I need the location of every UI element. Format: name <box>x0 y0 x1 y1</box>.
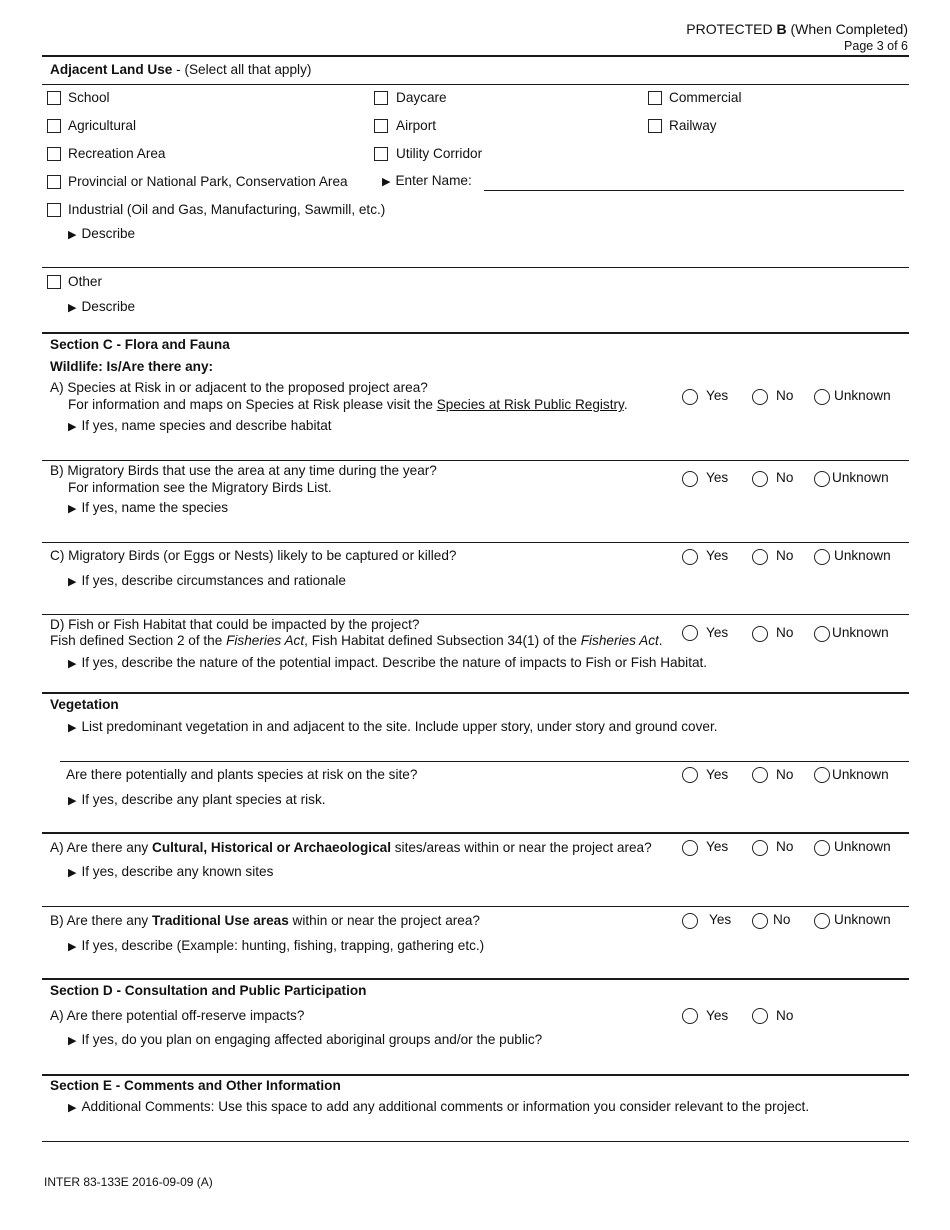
radio-yes[interactable] <box>682 549 698 565</box>
radio-unknown[interactable] <box>814 389 830 405</box>
radio-yes-label: Yes <box>706 388 729 403</box>
radio-unknown-label: Unknown <box>834 839 891 854</box>
radio-no[interactable] <box>752 1008 768 1024</box>
label-other: Other <box>68 274 102 289</box>
arrow-icon: ▶ <box>68 722 77 734</box>
question-plant-species: Are there potentially and plants species at risk on the site? <box>66 767 418 782</box>
section-e-title: Section E - Comments and Other Information <box>50 1078 341 1093</box>
radio-yes[interactable] <box>682 625 698 641</box>
radio-yes[interactable] <box>682 840 698 856</box>
radio-yes-label: Yes <box>706 548 729 563</box>
checkbox-agricultural[interactable] <box>47 119 61 133</box>
checkbox-utility-corridor[interactable] <box>374 147 388 161</box>
label-park: Provincial or National Park, Conservation Area <box>68 174 348 189</box>
fish-habitat-prompt: ▶ If yes, describe the nature of the potential impact. Describe the nature of impacts to Fish or Fish Habitat. <box>68 655 708 670</box>
radio-no[interactable] <box>752 913 768 929</box>
radio-no-label: No <box>776 1008 794 1023</box>
arrow-icon: ▶ <box>68 941 77 953</box>
divider <box>42 332 909 334</box>
question-cultural-sites: A) Are there any Cultural, Historical or Archaeological sites/areas within or near the project area? <box>50 840 652 855</box>
species-prompt: ▶ If yes, name species and describe habitat <box>68 418 332 433</box>
radio-no-label: No <box>776 767 794 782</box>
enter-name-label: ▶ Enter Name: <box>382 173 472 188</box>
divider <box>42 906 909 907</box>
species-registry-link[interactable]: Species at Risk Public Registry <box>436 397 624 412</box>
radio-unknown[interactable] <box>814 840 830 856</box>
radio-yes-label: Yes <box>706 767 729 782</box>
radio-no-label: No <box>776 388 794 403</box>
migratory-birds-info: For information see the Migratory Birds List. <box>68 480 332 495</box>
question-species-at-risk: A) Species at Risk in or adjacent to the proposed project area? <box>50 380 428 395</box>
label-agricultural: Agricultural <box>68 118 136 133</box>
checkbox-other[interactable] <box>47 275 61 289</box>
radio-no-label: No <box>776 839 794 854</box>
question-birds-captured: C) Migratory Birds (or Eggs or Nests) likely to be captured or killed? <box>50 548 457 563</box>
divider <box>42 832 909 834</box>
off-reserve-prompt: ▶ If yes, do you plan on engaging affected aboriginal groups and/or the public? <box>68 1032 543 1047</box>
species-at-risk-info: For information and maps on Species at Risk please visit the Species at Risk Public Registry. <box>68 397 628 412</box>
radio-no-label: No <box>776 625 794 640</box>
radio-yes-label: Yes <box>706 625 729 640</box>
arrow-icon: ▶ <box>68 867 77 879</box>
protected-label: PROTECTED B (When Completed) <box>686 21 908 37</box>
radio-no[interactable] <box>752 840 768 856</box>
cultural-sites-prompt: ▶ If yes, describe any known sites <box>68 864 274 879</box>
question-off-reserve: A) Are there potential off-reserve impacts? <box>50 1008 305 1023</box>
radio-unknown-label: Unknown <box>832 625 889 640</box>
radio-no[interactable] <box>752 626 768 642</box>
divider <box>42 542 909 543</box>
radio-unknown-label: Unknown <box>834 388 891 403</box>
divider <box>42 692 909 694</box>
divider <box>42 460 909 461</box>
arrow-icon: ▶ <box>68 576 77 588</box>
checkbox-school[interactable] <box>47 91 61 105</box>
arrow-icon: ▶ <box>68 302 77 314</box>
vegetation-prompt: ▶ List predominant vegetation in and adjacent to the site. Include upper story, under story and ground cover. <box>68 719 718 734</box>
radio-unknown-label: Unknown <box>834 912 891 927</box>
comments-prompt: ▶ Additional Comments: Use this space to add any additional comments or information you consider relevant to the project. <box>68 1099 810 1114</box>
checkbox-commercial[interactable] <box>648 91 662 105</box>
divider <box>42 55 909 57</box>
arrow-icon: ▶ <box>68 658 77 670</box>
label-utility-corridor: Utility Corridor <box>396 146 483 161</box>
other-describe-prompt: ▶ Describe <box>68 299 136 314</box>
section-c-title: Section C - Flora and Fauna <box>50 337 230 352</box>
arrow-icon: ▶ <box>68 1035 77 1047</box>
radio-yes-label: Yes <box>706 839 729 854</box>
traditional-use-prompt: ▶ If yes, describe (Example: hunting, fishing, trapping, gathering etc.) <box>68 938 485 953</box>
arrow-icon: ▶ <box>68 229 77 241</box>
radio-no-label: No <box>776 470 794 485</box>
migratory-birds-prompt: ▶ If yes, name the species <box>68 500 229 515</box>
radio-no[interactable] <box>752 767 768 783</box>
question-fish-habitat: D) Fish or Fish Habitat that could be impacted by the project? <box>50 617 420 632</box>
radio-yes-label: Yes <box>709 912 732 927</box>
radio-yes[interactable] <box>682 389 698 405</box>
plant-species-prompt: ▶ If yes, describe any plant species at risk. <box>68 792 326 807</box>
label-airport: Airport <box>396 118 437 133</box>
radio-unknown[interactable] <box>814 767 830 783</box>
vegetation-heading: Vegetation <box>50 697 119 712</box>
radio-unknown[interactable] <box>814 471 830 487</box>
radio-no[interactable] <box>752 389 768 405</box>
radio-unknown-label: Unknown <box>834 548 891 563</box>
arrow-icon: ▶ <box>68 1102 77 1114</box>
adjacent-land-use-heading: Adjacent Land Use - (Select all that apply) <box>50 62 312 77</box>
wildlife-heading: Wildlife: Is/Are there any: <box>50 359 214 374</box>
label-industrial: Industrial (Oil and Gas, Manufacturing, Sawmill, etc.) <box>68 202 386 217</box>
radio-yes[interactable] <box>682 913 698 929</box>
radio-unknown[interactable] <box>814 626 830 642</box>
radio-unknown-label: Unknown <box>832 767 889 782</box>
park-name-field[interactable] <box>484 190 904 191</box>
arrow-icon: ▶ <box>68 503 77 515</box>
radio-yes-label: Yes <box>706 1008 729 1023</box>
divider <box>42 1074 909 1076</box>
question-traditional-use: B) Are there any Traditional Use areas within or near the project area? <box>50 913 480 928</box>
label-daycare: Daycare <box>396 90 447 105</box>
radio-no[interactable] <box>752 549 768 565</box>
radio-yes-label: Yes <box>706 470 729 485</box>
divider <box>42 978 909 980</box>
arrow-icon: ▶ <box>382 176 391 188</box>
radio-unknown[interactable] <box>814 549 830 565</box>
radio-yes[interactable] <box>682 1008 698 1024</box>
page-number: Page 3 of 6 <box>844 39 908 53</box>
checkbox-airport[interactable] <box>374 119 388 133</box>
radio-yes[interactable] <box>682 767 698 783</box>
birds-captured-prompt: ▶ If yes, describe circumstances and rationale <box>68 573 346 588</box>
form-identifier: INTER 83-133E 2016-09-09 (A) <box>44 1175 213 1189</box>
label-railway: Railway <box>669 118 717 133</box>
radio-unknown-label: Unknown <box>832 470 889 485</box>
label-recreation-area: Recreation Area <box>68 146 166 161</box>
divider <box>60 761 909 762</box>
checkbox-railway[interactable] <box>648 119 662 133</box>
label-school: School <box>68 90 110 105</box>
section-d-title: Section D - Consultation and Public Participation <box>50 983 367 998</box>
arrow-icon: ▶ <box>68 795 77 807</box>
radio-no-label: No <box>776 548 794 563</box>
radio-unknown[interactable] <box>814 913 830 929</box>
checkbox-park[interactable] <box>47 175 61 189</box>
checkbox-daycare[interactable] <box>374 91 388 105</box>
checkbox-recreation-area[interactable] <box>47 147 61 161</box>
industrial-describe-prompt: ▶ Describe <box>68 226 136 241</box>
question-migratory-birds: B) Migratory Birds that use the area at any time during the year? <box>50 463 437 478</box>
radio-no[interactable] <box>752 471 768 487</box>
checkbox-industrial[interactable] <box>47 203 61 217</box>
divider <box>42 614 909 615</box>
radio-no-label: No <box>773 912 791 927</box>
radio-yes[interactable] <box>682 471 698 487</box>
divider <box>42 84 909 85</box>
label-commercial: Commercial <box>669 90 742 105</box>
fish-habitat-info: Fish defined Section 2 of the Fisheries Act, Fish Habitat defined Subsection 34(1) of the Fisheries Act. <box>50 633 663 648</box>
arrow-icon: ▶ <box>68 421 77 433</box>
divider <box>42 267 909 268</box>
divider <box>42 1141 909 1142</box>
